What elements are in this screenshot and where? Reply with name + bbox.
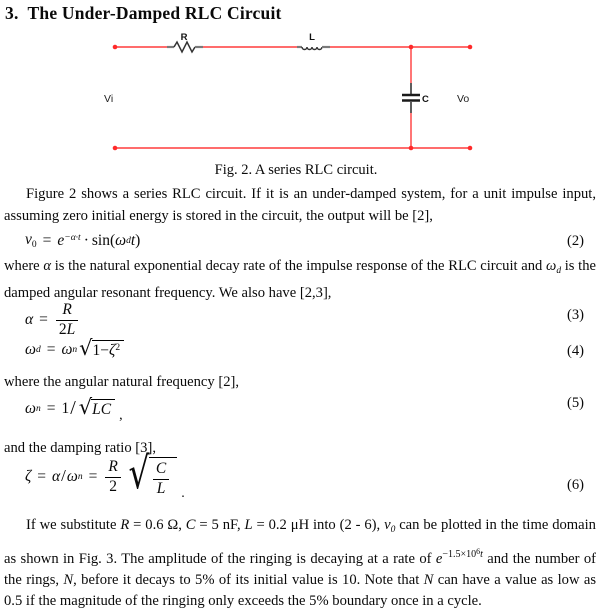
eq4-omega-n: ω [61, 341, 73, 358]
eq3-fraction [56, 302, 78, 338]
eq3-denominator [56, 321, 78, 338]
node-dot-top-left [113, 45, 118, 50]
eq6-R-var: R [108, 458, 118, 475]
equation-2 [25, 231, 140, 250]
e-symbol: e [435, 551, 443, 567]
v0-symbol: v [384, 517, 391, 533]
circuit-figure [0, 25, 600, 160]
eq4-one-minus: 1− [92, 342, 110, 359]
section-heading [5, 3, 282, 24]
node-dot-top-right [468, 45, 473, 50]
equation-3-number: (3) [566, 307, 584, 323]
eq6-alpha: α [52, 468, 61, 485]
text-run: = 5 nF, [195, 517, 245, 533]
decay-exponent [442, 549, 483, 560]
eq3-L: L [66, 321, 76, 338]
node-dot-bottom-junction [409, 146, 414, 151]
eq5-n-subscript: n [35, 404, 41, 414]
heading-title: The Under-Damped RLC Circuit [27, 3, 282, 23]
radical-sign: √ [128, 448, 150, 499]
eq4-equals: = [46, 341, 56, 358]
figure-caption: Fig. 2. A series RLC circuit. [214, 162, 378, 178]
equation-6 [25, 448, 185, 501]
paragraph-where-alpha [4, 255, 596, 304]
text-run: is the natural exponential decay rate of the impulse response of the RLC circuit and [51, 258, 546, 274]
eq4-n-subscript: n [72, 345, 78, 355]
eq6-radicand [149, 457, 177, 497]
C-symbol: C [185, 517, 196, 533]
text-run: If we substitute [26, 517, 121, 533]
text-run: can be plotted in the time domain as shown in Fig. 3. The amplitude of the ringing is decaying at a rate of [4, 517, 596, 567]
equation-5-number: (5) [566, 395, 584, 411]
eq4-radicand [92, 340, 125, 360]
eq6-fraction-CL [153, 461, 169, 497]
text-run: = 0.2 μH into (2 - 6), [252, 517, 385, 533]
paragraph-substitution [4, 515, 596, 612]
exponent-t: t [480, 549, 483, 560]
eq5-LC: LC [92, 401, 112, 418]
eq3-equals: = [39, 311, 48, 328]
eq6-R [105, 459, 120, 478]
eq2-omega: ω [115, 231, 127, 249]
eq6-square-root [125, 448, 177, 499]
eq2-e: e [57, 231, 65, 249]
alpha-symbol: α [43, 258, 52, 274]
heading-number: 3. [5, 3, 19, 23]
R-symbol: R [120, 517, 130, 533]
inductor-label: L [309, 32, 315, 43]
node-dot-bottom-right [468, 146, 473, 151]
text-run: and the number of the rings, [4, 551, 596, 588]
v0-subscript: 0 [390, 525, 396, 535]
eq5-equals: = [46, 400, 56, 417]
eq2-t: t [130, 231, 136, 249]
eq6-L [153, 480, 169, 497]
exponent-power: 6 [476, 547, 481, 556]
text-run: can have a value as low as 0.5 if the magnitude of the ringing only exceeds the 5% boundary once in a cycle. [4, 572, 597, 609]
text-run: = 0.6 Ω, [129, 517, 186, 533]
omega-symbol: ω [546, 258, 557, 274]
circuit-diagram [0, 25, 600, 160]
eq3-two: 2 [58, 321, 67, 338]
eq6-equals-2: = [88, 468, 98, 485]
eq6-equals-1: = [37, 468, 47, 485]
eq5-one: 1 [61, 400, 70, 417]
eq6-fraction-R2 [105, 459, 120, 495]
inductor-symbol [302, 47, 322, 50]
paragraph-damping-ratio: and the damping ratio [3], [4, 440, 156, 456]
eq2-sin: sin( [91, 231, 116, 249]
eq4-d-subscript: d [35, 345, 41, 355]
equation-3 [25, 302, 80, 338]
paragraph-angular-frequency: where the angular natural frequency [2], [4, 374, 240, 390]
eq2-equals: = [42, 231, 52, 249]
node-dot-top-junction [409, 45, 414, 50]
eq6-C-var: C [155, 460, 167, 477]
eq2-omega-subscript: d [126, 235, 131, 246]
eq6-slash: / [61, 466, 66, 485]
text-run: is the damped angular resonant frequency. We also have [2,3], [4, 258, 596, 301]
eq5-slash: / [70, 397, 76, 419]
resistor-symbol [174, 42, 195, 52]
equation-4-number: (4) [566, 343, 584, 359]
eq5-comma: , [119, 408, 123, 423]
equation-5 [25, 395, 123, 423]
exponent-base: −1.5×10 [442, 549, 477, 560]
eq2-dot-operator: · [83, 231, 89, 249]
eq4-omega-d: ω [25, 341, 36, 358]
eq6-zeta: ζ [25, 468, 32, 485]
eq4-zeta: ζ [109, 342, 116, 359]
radical-sign: √ [79, 336, 93, 360]
eq6-n-subscript: n [77, 472, 83, 482]
eq3-numerator [56, 302, 78, 321]
node-dot-bottom-left [113, 146, 118, 151]
eq2-v: v [25, 231, 32, 248]
eq6-C [153, 461, 169, 480]
text-run: , before it decays to 5% of its initial value is 10. Note that [73, 572, 424, 588]
eq5-omega: ω [25, 400, 36, 417]
N-symbol: N [423, 572, 434, 588]
radical-sign: √ [78, 395, 93, 419]
text-run: where [4, 258, 44, 274]
eq6-omega: ω [66, 468, 78, 485]
resistor-label: R [180, 32, 188, 43]
eq3-alpha: α [25, 311, 34, 328]
eq2-v-subscript: 0 [31, 240, 37, 250]
eq5-square-root [78, 395, 115, 419]
eq2-exponential [57, 232, 80, 250]
omega-subscript: d [556, 266, 562, 276]
paragraph-intro: Figure 2 shows a series RLC circuit. If it is an under-damped system, for a unit impulse input, assuming zero initial energy is stored in the circuit, the output will be [2], [4, 186, 596, 224]
eq2-rparen: ) [135, 231, 141, 249]
eq6-L-var: L [156, 480, 166, 497]
equation-2-number: (2) [566, 233, 584, 249]
eq4-square-root [79, 336, 124, 360]
capacitor-label: C [422, 94, 429, 105]
N-symbol: N [63, 572, 74, 588]
input-voltage-label: Vi [104, 93, 114, 105]
output-voltage-label: Vo [457, 93, 470, 105]
eq4-squared: 2 [115, 343, 121, 353]
eq5-radicand [91, 399, 115, 419]
L-symbol: L [244, 517, 253, 533]
equation-6-number: (6) [566, 477, 584, 493]
eq6-period: . [181, 486, 185, 501]
eq2-lhs [25, 231, 37, 250]
eq6-two: 2 [109, 478, 117, 495]
equation-4 [25, 336, 124, 360]
eq2-exponent: −α·t [64, 232, 81, 243]
eq3-R: R [62, 301, 72, 318]
